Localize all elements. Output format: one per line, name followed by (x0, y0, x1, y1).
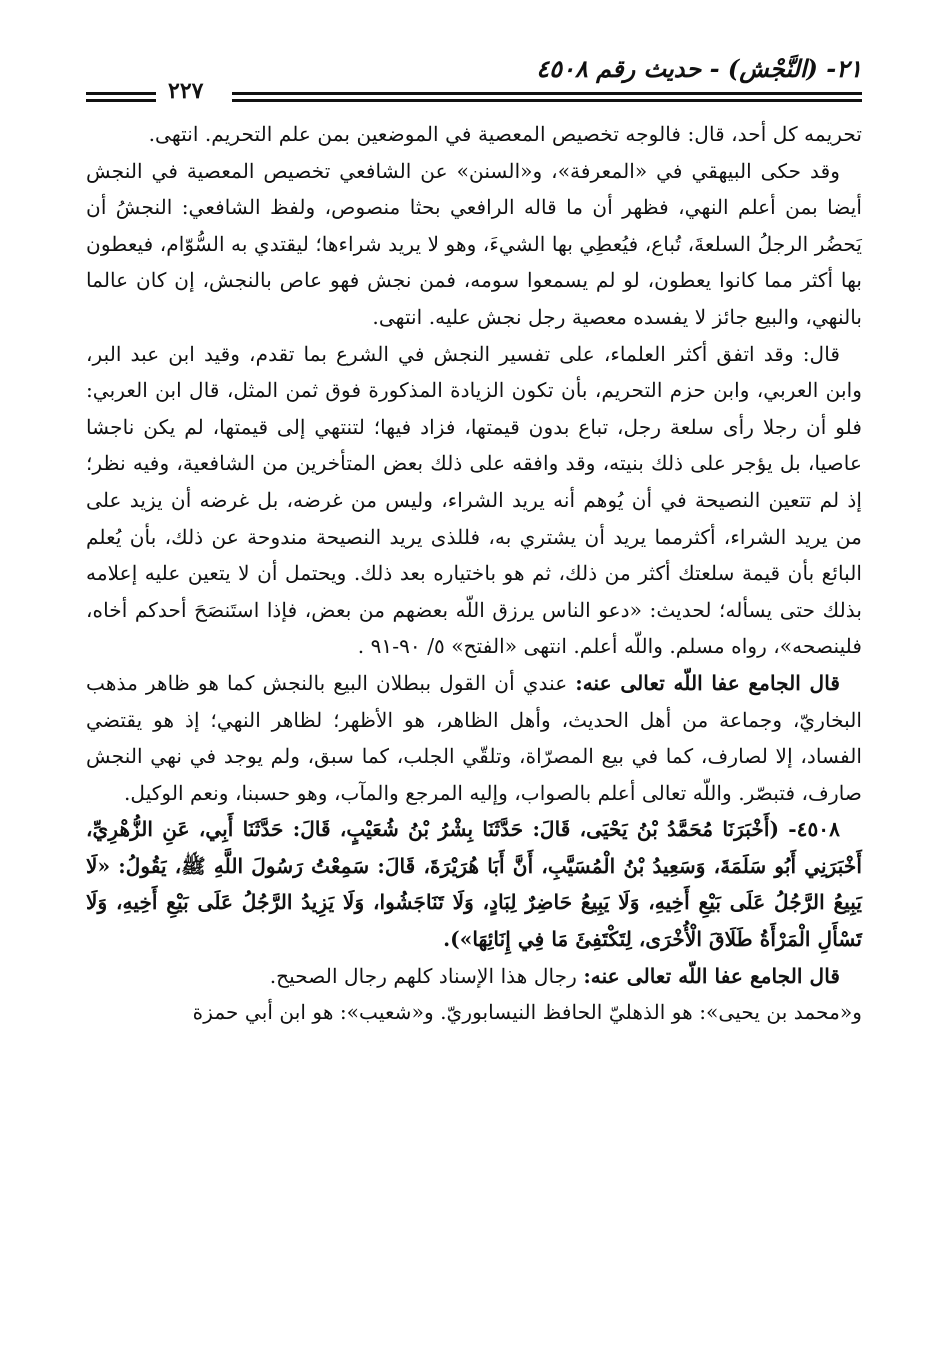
paragraph-2: وقد حكى البيهقي في «المعرفة»، و«السنن» عن الشافعي تخصيص المعصية في النجش أيضا بمن أعلم النهي، فظهر أن ما قاله الرافعي بحثا منصوص، ولفظ الشافعي: النجشُ أن يَحضُر الرجلُ السلعةَ، تُباع، فيُعطِي بها الشيءَ، وهو لا يريد شراءها؛ ليقتدي به السُّوّام، فيعطون بها أكثر مما كانوا يعطون، لو لم يسمعوا سومه، فمن نجش فهو عاص بالنجش، إن كان عالما بالنهي، والبيع جائز لا يفسده معصية رجل نجش عليه. انتهى. (86, 158, 862, 329)
paragraph-1: تحريمه كل أحد، قال: فالوجه تخصيص المعصية في الموضعين بمن علم التحريم. انتهى. (148, 122, 862, 146)
paragraph-6 (86, 958, 862, 995)
hadith-4508: ٤٥٠٨- (أَخْبَرَنَا مُحَمَّدُ بْنُ يَحْيَى، قَالَ: حَدَّثَنَا بِشْرُ بْنُ شُعَيْبٍ، قَالَ: حَدَّثَنَا أَبِي، عَنِ الزُّهْرِيِّ، أَخْبَرَنِي أَبُو سَلَمَةَ، وَسَعِيدُ بْنُ الْمُسَيَّبِ، أَنَّ أَبَا هُرَيْرَةَ، قَالَ: سَمِعْتُ رَسُولَ اللَّهِ ﷺ، يَقُولُ: «لَا يَبِيعُ الرَّجُلُ عَلَى بَيْعِ أَخِيهِ، وَلَا يَبِيعُ حَاضِرٌ لِبَادٍ، وَلَا تَنَاجَشُوا، وَلَا يَزِيدُ الرَّجُلُ عَلَى بَيْعِ أَخِيهِ، وَلَا تَسْأَلِ الْمَرْأَةُ طَلَاقَ الْأُخْرَى، لِتَكْتَفِئَ مَا فِي إِنَائِهَا»). (86, 817, 862, 952)
book-page (86, 52, 862, 1031)
header-double-rule-short (86, 92, 156, 102)
compiler-note-lead-2: قال الجامع عفا اللّه تعالى عنه: (583, 963, 840, 988)
header-rule (86, 78, 862, 104)
page-header (86, 52, 862, 104)
compiler-note-text: عندي أن القول ببطلان البيع بالنجش كما هو ظاهر مذهب البخاريّ، وجماعة من أهل الحديث، وأهل الظاهر، هو الأظهر؛ لظاهر النهي؛ إذ هو يقتضي الفساد، إلا لصارف، كما في بيع المصرّاة، وتلقّي الجلب، كما سبق، ولم يوجد في نهي النجش صارف، فتبصّر. واللّه تعالى أعلم بالصواب، وإليه المرجع والمآب، وهو حسبنا، ونعم الوكيل. (86, 670, 862, 805)
page-body (86, 116, 862, 1031)
paragraph-4 (86, 665, 862, 811)
compiler-note-lead: قال الجامع عفا اللّه تعالى عنه: (575, 670, 840, 695)
paragraph-3: قال: وقد اتفق أكثر العلماء، على تفسير النجش في الشرع بما تقدم، وقيد ابن عبد البر، وابن العربي، وابن حزم التحريم، بأن تكون الزيادة المذكورة فوق ثمن المثل، قال ابن العربي: فلو أن رجلا رأى سلعة رجل، تباع بدون قيمتها، فزاد فيها؛ لتنتهي إلى قيمتها، لم يكن ناجشا عاصيا، بل يؤجر على ذلك بنيته، وقد وافقه على ذلك بعض المتأخرين من الشافعية، وفيه نظر؛ إذ لم تتعين النصيحة في أن يُوهم أنه يريد الشراء، وليس من غرضه، بل غرضه أن يزيد على من يريد الشراء، أكثرمما يريد أن يشتري به، فللذى يريد النصيحة مندوحة عن ذلك، بأن يُعلم البائع بأن قيمة سلعتك أكثر من ذلك، ثم هو باختياره بعد ذلك. ويحتمل أن لا يتعين عليه إعلامه بذلك حتى يسأله؛ لحديث: «دعو الناس يرزق اللّه بعضهم من بعض، فإذا استَنصَحَ أحدكم أخاه، فلينصحه»، رواه مسلم. واللّه أعلم. انتهى «الفتح» ٥/ ٩٠-٩١ . (86, 341, 862, 659)
page-number: ٢٢٧ (168, 78, 204, 104)
chapter-title: ٢١- (النَّجْش) - حديث رقم ٤٥٠٨ (536, 54, 862, 83)
header-double-rule-long (232, 92, 862, 102)
paragraph-7: و«محمد بن يحيى»: هو الذهليّ الحافظ النيسابوريّ. و«شعيب»: هو ابن أبي حمزة (192, 1000, 862, 1025)
compiler-note-text-2: رجال هذا الإسناد كلهم رجال الصحيح. (269, 963, 584, 988)
